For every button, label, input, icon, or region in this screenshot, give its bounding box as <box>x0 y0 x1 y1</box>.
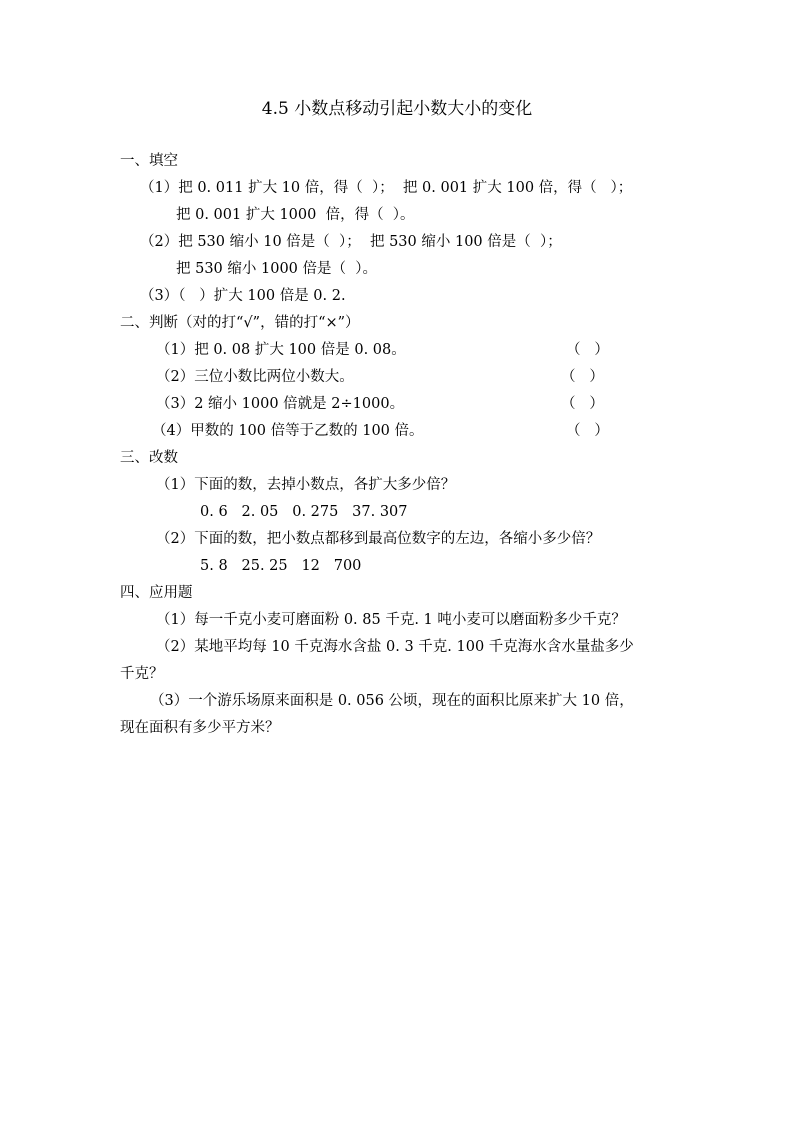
word-problem-3-line-2: 现在面积有多少平方米？ <box>120 720 280 736</box>
section-heading-judge: 二、判断（对的打“√”，错的打“×”） <box>120 315 360 331</box>
section-heading-word-problems: 四、应用题 <box>120 585 193 601</box>
rewrite-question-2-numbers: 5. 8 25. 25 12 700 <box>200 558 362 574</box>
judge-item-1: （1）把 0. 08 扩大 100 倍是 0. 08。 <box>156 342 406 358</box>
judge-item-2: （2）三位小数比两位小数大。 <box>156 369 354 385</box>
judge-item-4: （4）甲数的 100 倍等于乙数的 100 倍。 <box>152 423 424 439</box>
question-1-2-line-2: 把 530 缩小 1000 倍是（ ）。 <box>176 261 377 277</box>
question-1-3: （3）（ ）扩大 100 倍是 0. 2. <box>140 288 346 304</box>
rewrite-question-1-numbers: 0. 6 2. 05 0. 275 37. 307 <box>200 504 408 520</box>
rewrite-question-2: （2）下面的数，把小数点都移到最高位数字的左边，各缩小多少倍？ <box>156 531 601 547</box>
section-heading-rewrite: 三、改数 <box>120 450 178 466</box>
question-1-2-line-1: （2）把 530 缩小 10 倍是（ ）； 把 530 缩小 100 倍是（ ）； <box>140 234 562 250</box>
section-heading-fill-blank: 一、填空 <box>120 153 178 169</box>
page-title: 4.5 小数点移动引起小数大小的变化 <box>261 99 533 119</box>
judge-item-1-paren: （ ） <box>566 342 609 358</box>
word-problem-2-line-2: 千克？ <box>120 666 164 682</box>
judge-item-3-paren: （ ） <box>561 396 604 412</box>
question-1-1-line-2: 把 0. 001 扩大 1000 倍，得（ ）。 <box>176 207 415 223</box>
word-problem-3-line-1: （3）一个游乐场原来面积是 0. 056 公顷，现在的面积比原来扩大 10 倍， <box>150 693 634 709</box>
judge-item-2-paren: （ ） <box>561 369 604 385</box>
word-problem-1: （1）每一千克小麦可磨面粉 0. 85 千克. 1 吨小麦可以磨面粉多少千克？ <box>156 612 626 628</box>
judge-item-3: （3）2 缩小 1000 倍就是 2÷1000。 <box>156 396 405 412</box>
question-1-1-line-1: （1）把 0. 011 扩大 10 倍，得（ ）； 把 0. 001 扩大 100 倍，得（ ）； <box>140 180 633 196</box>
rewrite-question-1: （1）下面的数，去掉小数点，各扩大多少倍？ <box>156 477 456 493</box>
judge-item-4-paren: （ ） <box>566 423 609 439</box>
word-problem-2-line-1: （2）某地平均每 10 千克海水含盐 0. 3 千克. 100 千克海水含水量盐多少 <box>156 639 634 655</box>
